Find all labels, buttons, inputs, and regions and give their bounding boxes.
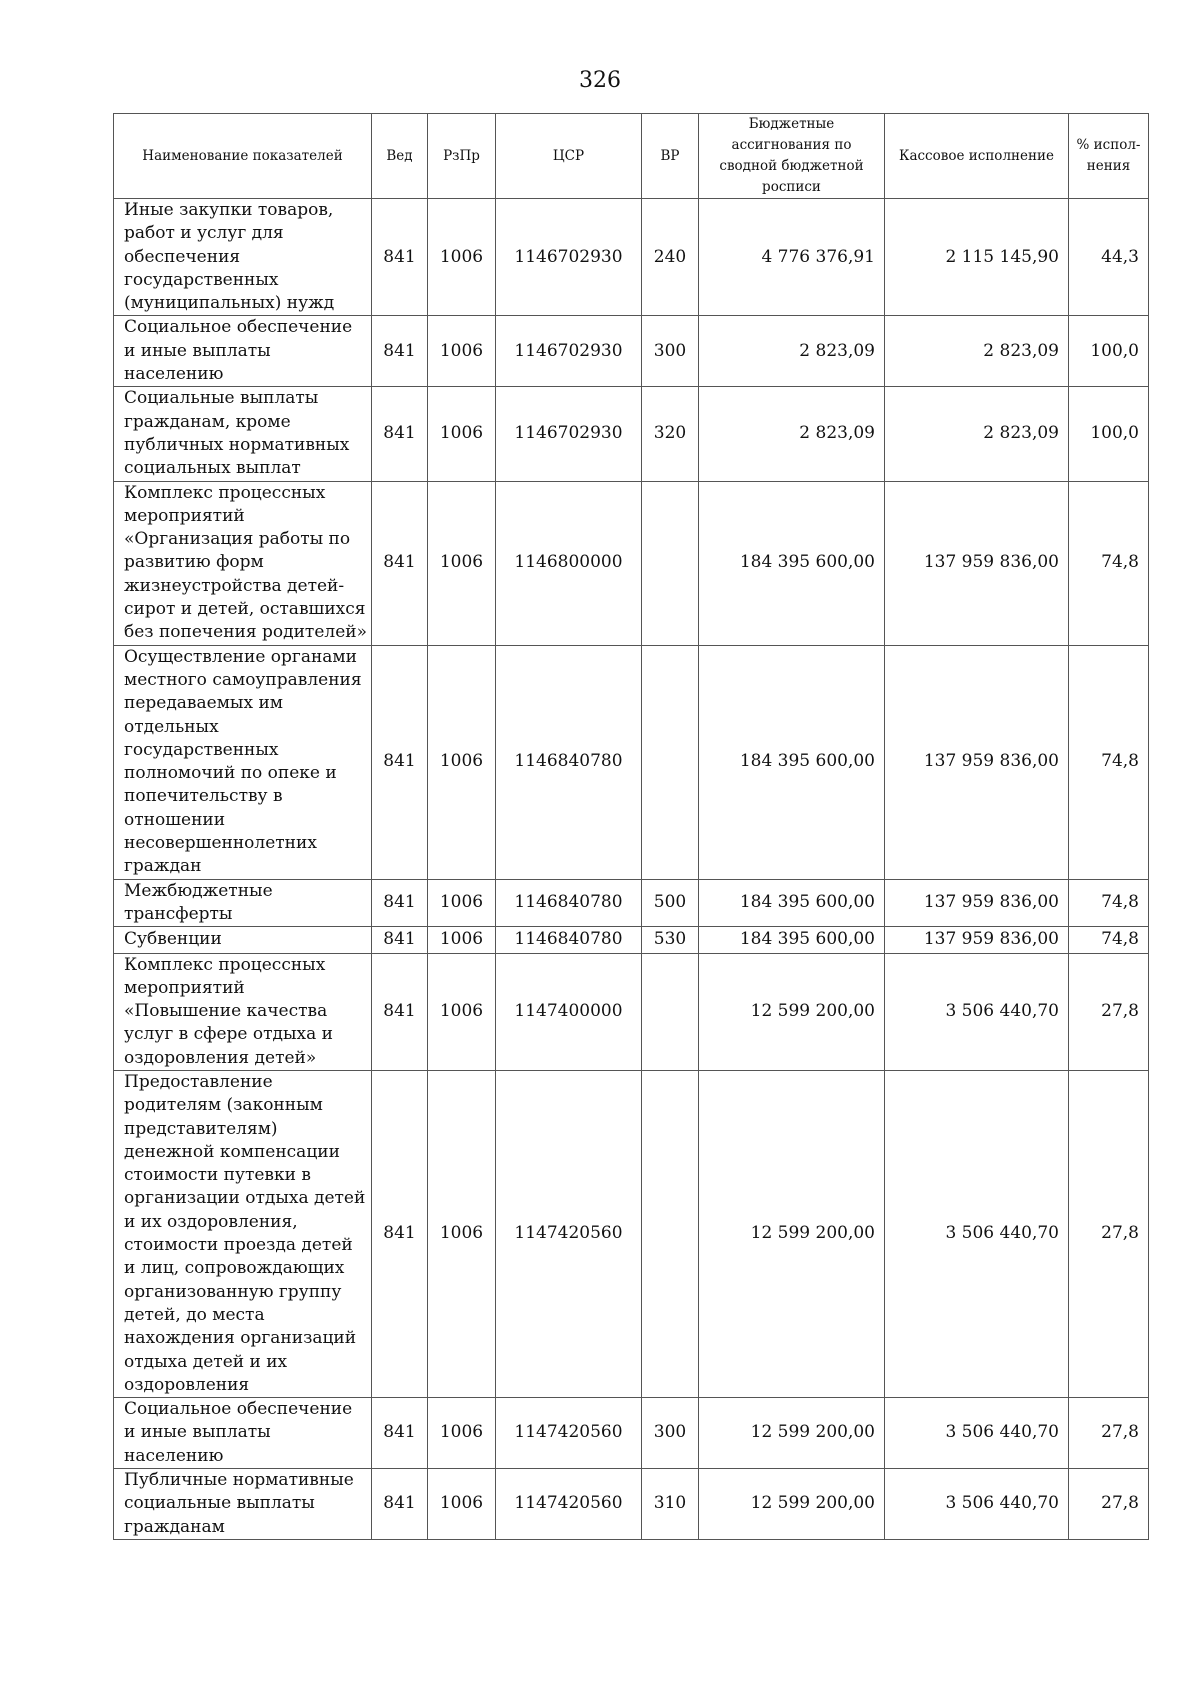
row-ved: 841 — [372, 879, 428, 927]
row-percent: 74,8 — [1069, 645, 1149, 879]
row-cash: 3 506 440,70 — [885, 1469, 1069, 1540]
row-ved: 841 — [372, 927, 428, 953]
row-vr: 240 — [642, 199, 699, 316]
row-rzpr: 1006 — [428, 199, 496, 316]
row-csr: 1146840780 — [496, 879, 642, 927]
row-percent: 74,8 — [1069, 927, 1149, 953]
row-rzpr: 1006 — [428, 1398, 496, 1469]
row-rzpr: 1006 — [428, 927, 496, 953]
row-csr: 1146702930 — [496, 316, 642, 387]
table-row — [114, 199, 1149, 316]
header-name: Наименование показателей — [114, 114, 372, 199]
row-cash: 2 115 145,90 — [885, 199, 1069, 316]
row-name: Осуществление органами местного самоуправления передаваемых им отдельных государственных полномочий по опеке и попечительству в отношении несовершеннолетних граждан — [114, 645, 372, 879]
row-cash: 2 823,09 — [885, 316, 1069, 387]
row-vr — [642, 1070, 699, 1397]
header-vr: ВР — [642, 114, 699, 199]
page-number: 326 — [579, 68, 621, 93]
row-rzpr: 1006 — [428, 387, 496, 481]
row-cash: 3 506 440,70 — [885, 1398, 1069, 1469]
header-rzpr: РзПр — [428, 114, 496, 199]
header-percent: % испол-нения — [1069, 114, 1149, 199]
row-percent: 27,8 — [1069, 953, 1149, 1070]
table-row — [114, 879, 1149, 927]
table-row — [114, 927, 1149, 953]
row-percent: 27,8 — [1069, 1070, 1149, 1397]
row-vr: 530 — [642, 927, 699, 953]
table-row — [114, 316, 1149, 387]
header-ved: Вед — [372, 114, 428, 199]
row-cash: 137 959 836,00 — [885, 645, 1069, 879]
budget-table — [113, 113, 1149, 1540]
row-csr: 1146840780 — [496, 927, 642, 953]
row-budget: 2 823,09 — [699, 387, 885, 481]
row-budget: 12 599 200,00 — [699, 1070, 885, 1397]
row-csr: 1146702930 — [496, 199, 642, 316]
row-budget: 4 776 376,91 — [699, 199, 885, 316]
table-row — [114, 481, 1149, 645]
row-budget: 184 395 600,00 — [699, 481, 885, 645]
row-name: Социальное обеспечение и иные выплаты населению — [114, 1398, 372, 1469]
row-ved: 841 — [372, 199, 428, 316]
header-row — [114, 114, 1149, 199]
row-csr: 1147400000 — [496, 953, 642, 1070]
row-percent: 27,8 — [1069, 1398, 1149, 1469]
row-ved: 841 — [372, 1469, 428, 1540]
row-csr: 1146800000 — [496, 481, 642, 645]
row-vr: 300 — [642, 1398, 699, 1469]
table-row — [114, 1070, 1149, 1397]
header-cash: Кассовое исполнение — [885, 114, 1069, 199]
row-vr: 500 — [642, 879, 699, 927]
row-vr — [642, 953, 699, 1070]
row-vr: 300 — [642, 316, 699, 387]
header-csr: ЦСР — [496, 114, 642, 199]
table-row — [114, 1469, 1149, 1540]
row-ved: 841 — [372, 645, 428, 879]
row-name: Предоставление родителям (законным представителям) денежной компенсации стоимости путевки в организации отдыха детей и их оздоровления, стоимости проезда детей и лиц, сопровождающих организованную группу детей, до места нахождения организаций отдыха детей и их оздоровления — [114, 1070, 372, 1397]
row-name: Субвенции — [114, 927, 372, 953]
row-csr: 1147420560 — [496, 1070, 642, 1397]
row-rzpr: 1006 — [428, 1469, 496, 1540]
row-name: Иные закупки товаров, работ и услуг для обеспечения государственных (муниципальных) нужд — [114, 199, 372, 316]
row-budget: 184 395 600,00 — [699, 879, 885, 927]
row-percent: 44,3 — [1069, 199, 1149, 316]
row-vr — [642, 481, 699, 645]
row-budget: 12 599 200,00 — [699, 1398, 885, 1469]
row-ved: 841 — [372, 481, 428, 645]
row-ved: 841 — [372, 387, 428, 481]
row-rzpr: 1006 — [428, 316, 496, 387]
row-ved: 841 — [372, 1070, 428, 1397]
row-cash: 137 959 836,00 — [885, 879, 1069, 927]
row-vr: 310 — [642, 1469, 699, 1540]
row-name: Социальное обеспечение и иные выплаты населению — [114, 316, 372, 387]
row-percent: 27,8 — [1069, 1469, 1149, 1540]
table-row — [114, 645, 1149, 879]
row-vr: 320 — [642, 387, 699, 481]
row-cash: 137 959 836,00 — [885, 481, 1069, 645]
row-budget: 12 599 200,00 — [699, 1469, 885, 1540]
row-budget: 12 599 200,00 — [699, 953, 885, 1070]
table-row — [114, 953, 1149, 1070]
row-name: Комплекс процессных мероприятий «Организация работы по развитию форм жизнеустройства детей-сирот и детей, оставшихся без попечения родителей» — [114, 481, 372, 645]
row-budget: 2 823,09 — [699, 316, 885, 387]
row-percent: 100,0 — [1069, 316, 1149, 387]
row-budget: 184 395 600,00 — [699, 927, 885, 953]
row-csr: 1146702930 — [496, 387, 642, 481]
row-csr: 1147420560 — [496, 1469, 642, 1540]
row-name: Публичные нормативные социальные выплаты гражданам — [114, 1469, 372, 1540]
row-ved: 841 — [372, 1398, 428, 1469]
row-vr — [642, 645, 699, 879]
row-rzpr: 1006 — [428, 879, 496, 927]
row-percent: 100,0 — [1069, 387, 1149, 481]
row-cash: 2 823,09 — [885, 387, 1069, 481]
row-cash: 3 506 440,70 — [885, 953, 1069, 1070]
header-budget: Бюджетные ассигнования по сводной бюджетной росписи — [699, 114, 885, 199]
row-name: Комплекс процессных мероприятий «Повышение качества услуг в сфере отдыха и оздоровления детей» — [114, 953, 372, 1070]
row-rzpr: 1006 — [428, 481, 496, 645]
row-rzpr: 1006 — [428, 953, 496, 1070]
row-csr: 1147420560 — [496, 1398, 642, 1469]
row-budget: 184 395 600,00 — [699, 645, 885, 879]
table-row — [114, 1398, 1149, 1469]
row-csr: 1146840780 — [496, 645, 642, 879]
row-name: Социальные выплаты гражданам, кроме публичных нормативных социальных выплат — [114, 387, 372, 481]
row-percent: 74,8 — [1069, 481, 1149, 645]
row-rzpr: 1006 — [428, 645, 496, 879]
row-ved: 841 — [372, 953, 428, 1070]
row-cash: 3 506 440,70 — [885, 1070, 1069, 1397]
table-row — [114, 387, 1149, 481]
row-percent: 74,8 — [1069, 879, 1149, 927]
row-ved: 841 — [372, 316, 428, 387]
row-cash: 137 959 836,00 — [885, 927, 1069, 953]
row-rzpr: 1006 — [428, 1070, 496, 1397]
row-name: Межбюджетные трансферты — [114, 879, 372, 927]
